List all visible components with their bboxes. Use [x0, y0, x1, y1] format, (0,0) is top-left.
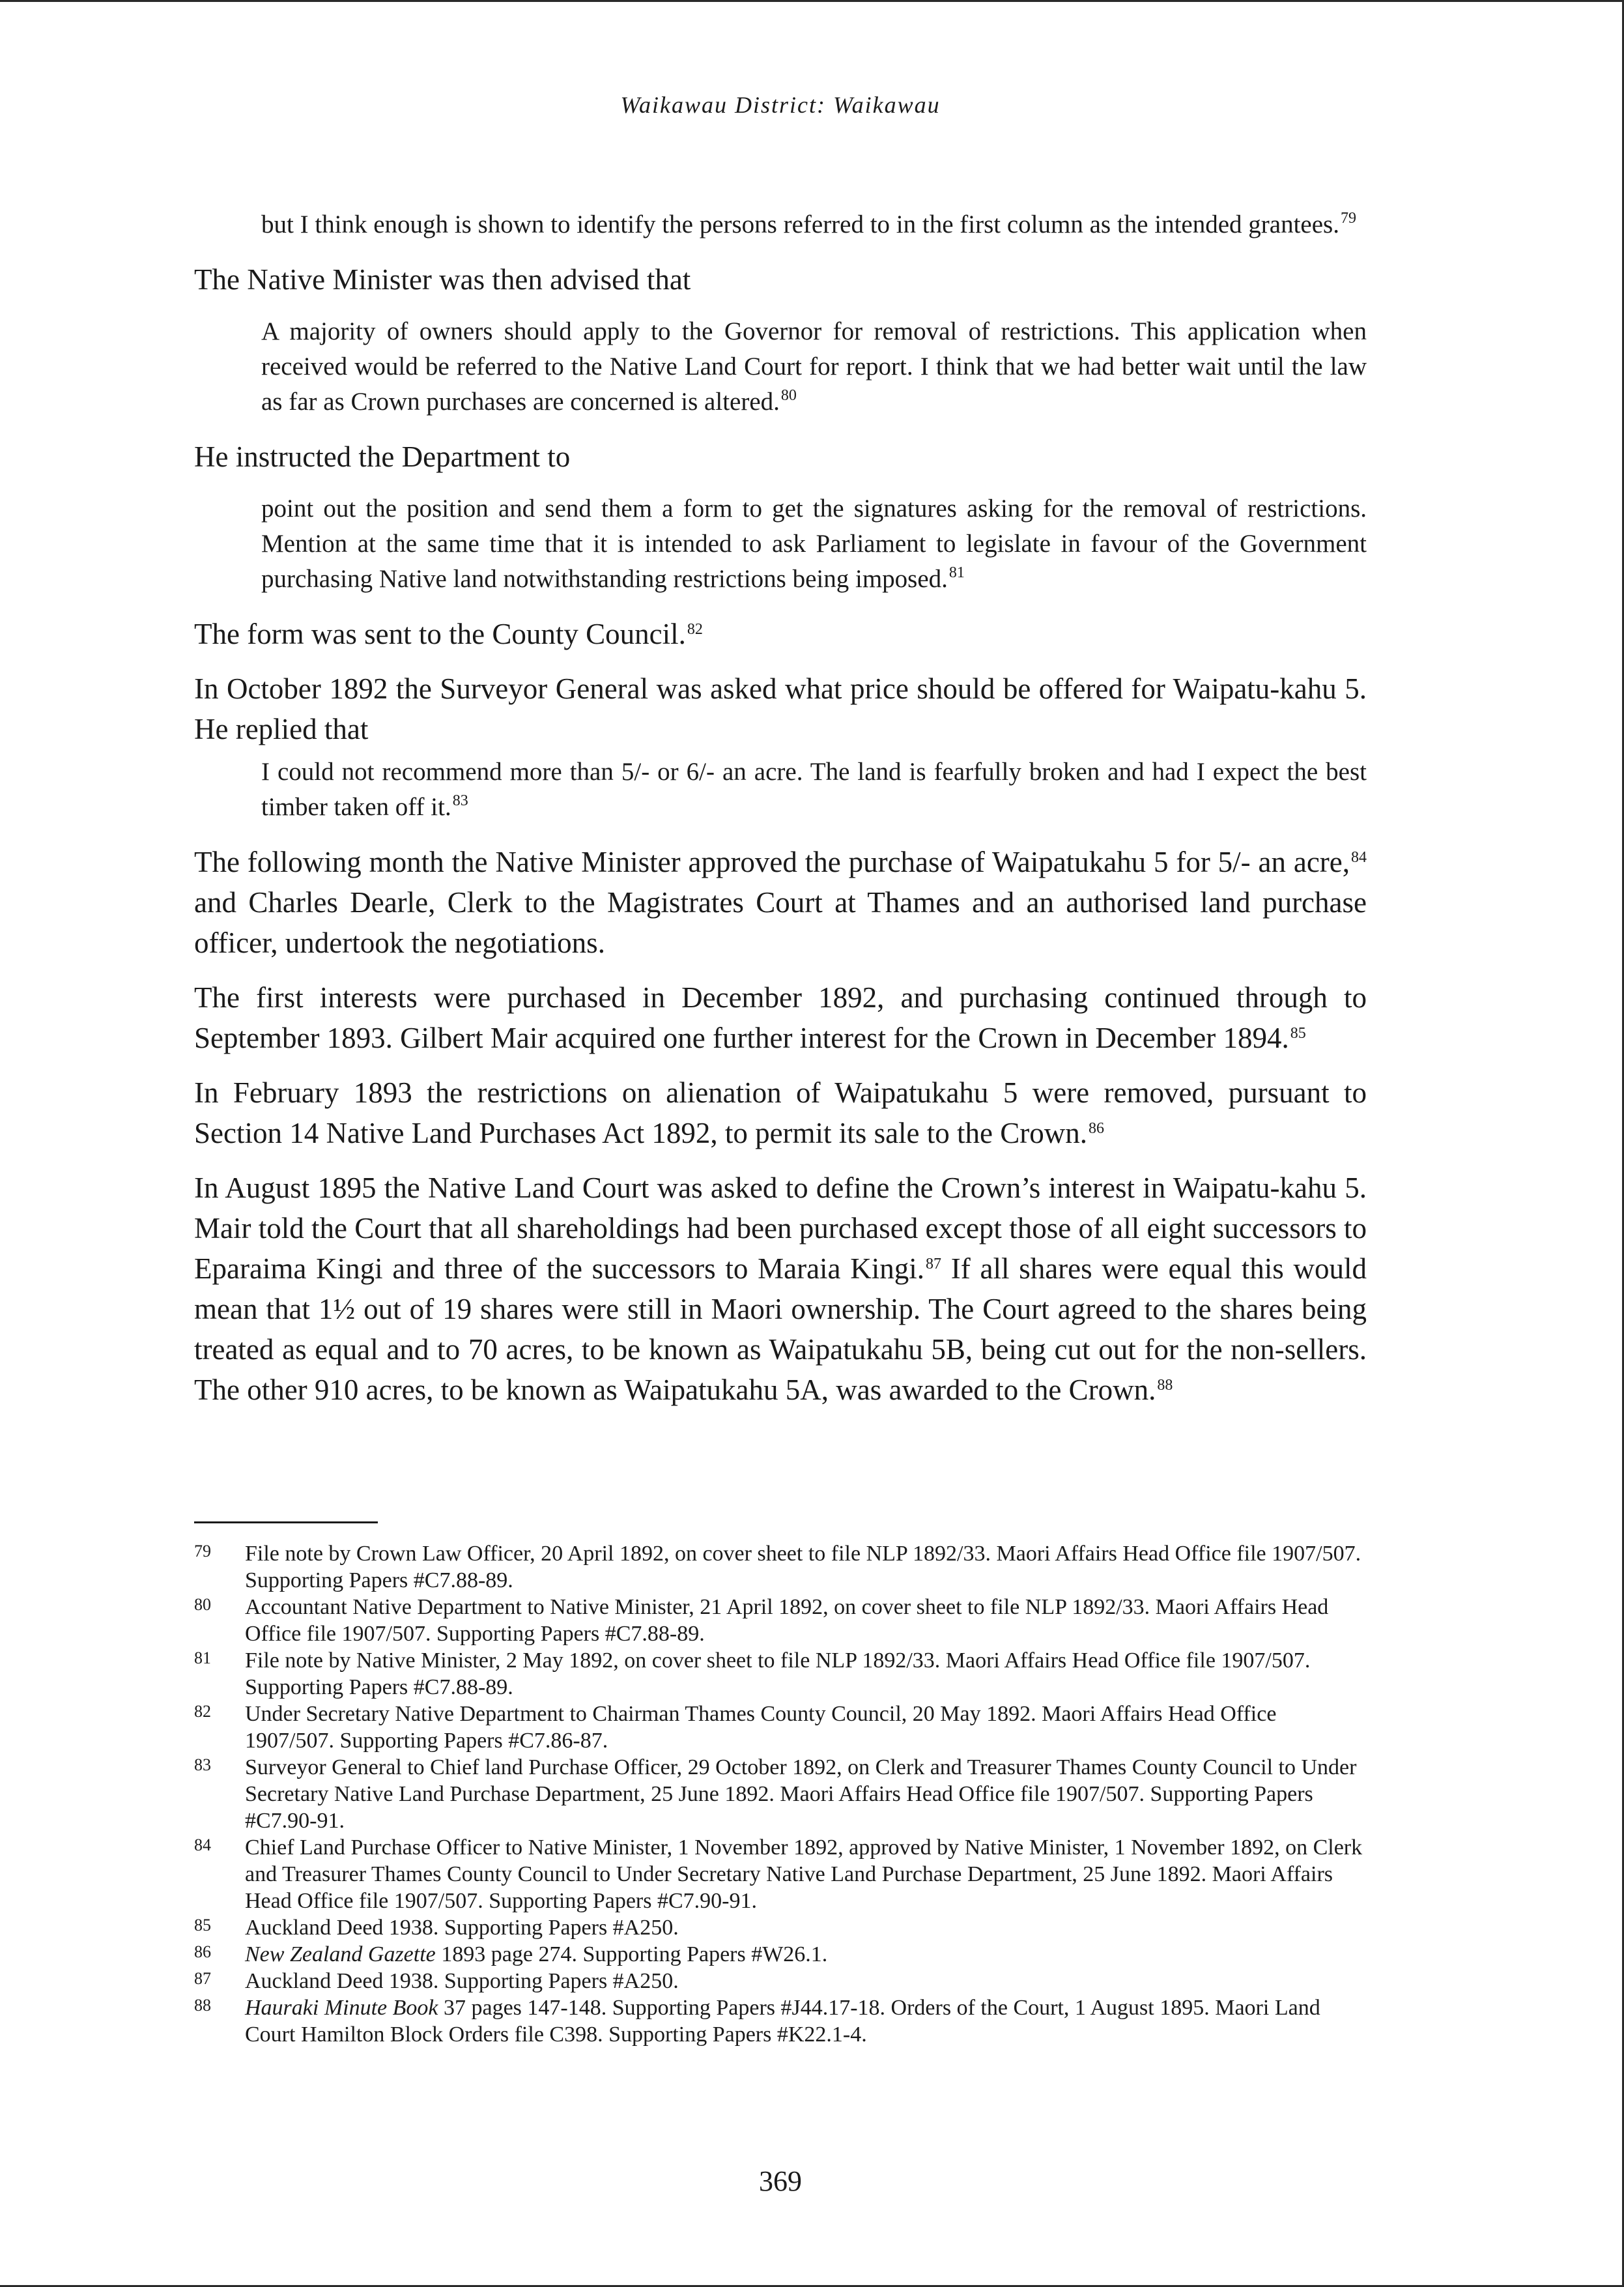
- footnote-text: [245, 1701, 1367, 1754]
- footnote-text: [245, 1968, 1367, 1994]
- footnote-body: Chief Land Purchase Officer to Native Minister, 1 November 1892, approved by Native Minister, 1 November 1892, on Clerk and Treasurer Thames County Council to Under Secretary Native Land Purchase Department, 25 June 1892. Maori Affairs Head Office file 1907/507. Supporting Papers #C7.90-91.: [245, 1835, 1363, 1913]
- footnote-italic-title: New Zealand Gazette: [245, 1942, 436, 1966]
- paragraph-text: The form was sent to the County Council.: [194, 618, 686, 650]
- block-quote: [261, 314, 1367, 420]
- footnote-number: 84: [194, 1835, 211, 1854]
- footnote-item: [194, 1540, 1367, 1594]
- footnote-ref: 84: [1351, 849, 1367, 866]
- footnote-body: Accountant Native Department to Native Minister, 21 April 1892, on cover sheet to file NLP 1892/33. Maori Affairs Head Office file 1907/507. Supporting Papers #C7.88-89.: [245, 1595, 1329, 1646]
- footnote-text: [245, 1941, 1367, 1968]
- paragraph-text: The following month the Native Minister approved the purchase of Waipatukahu 5 for 5/- an acre,: [194, 846, 1350, 878]
- paragraph: [194, 977, 1367, 1058]
- footnote-ref: 87: [926, 1256, 942, 1273]
- footnote-ref: 80: [780, 387, 797, 404]
- footnote-text: [245, 1754, 1367, 1834]
- paragraph: [194, 1168, 1367, 1410]
- footnote-number: 86: [194, 1942, 211, 1961]
- block-quote: [261, 755, 1367, 825]
- footnote-text: [245, 1994, 1367, 2048]
- paragraph-text: He instructed the Department to: [194, 440, 571, 473]
- footnote-text: [245, 1647, 1367, 1701]
- footnote-ref: 85: [1290, 1025, 1306, 1042]
- paragraph: [194, 259, 1367, 300]
- paragraph-text: The Native Minister was then advised that: [194, 263, 691, 296]
- block-quote: [261, 491, 1367, 597]
- footnote-rule: [194, 1521, 378, 1523]
- footnote-ref: 86: [1089, 1120, 1105, 1137]
- paragraph-text: point out the position and send them a form to get the signatures asking for the removal of restrictions. Mention at the same time that it is intended to ask Parliament to legislate in favour of the Government purchasing Native land notwithstanding restrictions being imposed.: [261, 495, 1367, 593]
- footnote-ref: 83: [452, 792, 468, 809]
- footnote-body: Auckland Deed 1938. Supporting Papers #A250.: [245, 1969, 679, 1993]
- footnote-body: 1893 page 274. Supporting Papers #W26.1.: [435, 1942, 828, 1966]
- footnote-item: [194, 1994, 1367, 2048]
- footnote-text: [245, 1914, 1367, 1941]
- footnote-item: [194, 1968, 1367, 1994]
- footnote-text: [245, 1540, 1367, 1594]
- footnote-item: [194, 1754, 1367, 1834]
- footnote-number: 85: [194, 1916, 211, 1935]
- paragraph: [194, 614, 1367, 654]
- footnote-italic-title: Hauraki Minute Book: [245, 1996, 438, 2020]
- footnote-text: [245, 1594, 1367, 1647]
- footnote-number: 82: [194, 1702, 211, 1721]
- footnote-ref: 88: [1157, 1377, 1173, 1394]
- footnote-item: [194, 1834, 1367, 1914]
- footnote-body: File note by Native Minister, 2 May 1892, on cover sheet to file NLP 1892/33. Maori Affairs Head Office file 1907/507. Supporting Papers #C7.88-89.: [245, 1648, 1311, 1699]
- footnote-body: Under Secretary Native Department to Chairman Thames County Council, 20 May 1892. Maori Affairs Head Office 1907/507. Supporting Papers #C7.86-87.: [245, 1702, 1277, 1753]
- paragraph-text: In August 1895 the Native Land Court was asked to define the Crown’s interest in Waipatu-kahu 5. Mair told the Court that all shareholdings had been purchased except those of all eight successors to Eparaima Kingi and three of the successors to Maraia Kingi.: [194, 1172, 1367, 1285]
- footnote-item: [194, 1914, 1367, 1941]
- scan-edge-top: [0, 0, 1624, 2]
- paragraph-text: The first interests were purchased in December 1892, and purchasing continued through to September 1893. Gilbert Mair acquired one further interest for the Crown in December 1894.: [194, 981, 1367, 1054]
- footnote-ref: 81: [948, 564, 965, 581]
- footnote-number: 83: [194, 1755, 211, 1774]
- footnote-number: 80: [194, 1595, 211, 1614]
- footnote-number: 87: [194, 1969, 211, 1988]
- paragraph: [194, 437, 1367, 477]
- footnote-ref: 82: [687, 621, 703, 638]
- running-head: Waikawau District: Waikawau: [620, 92, 941, 118]
- footnote-text: [245, 1834, 1367, 1914]
- paragraph-text: In February 1893 the restrictions on alienation of Waipatukahu 5 were removed, pursuant to Section 14 Native Land Purchases Act 1892, to permit its sale to the Crown.: [194, 1076, 1367, 1149]
- paragraph-text: A majority of owners should apply to the Governor for removal of restrictions. This application when received would be referred to the Native Land Court for report. I think that we had better wait until the law as far as Crown purchases are concerned is altered.: [261, 317, 1367, 416]
- footnote-number: 79: [194, 1542, 211, 1561]
- paragraph: [194, 669, 1367, 749]
- footnote-item: [194, 1647, 1367, 1701]
- paragraph: [194, 842, 1367, 963]
- page-number: 369: [759, 2165, 802, 2197]
- paragraph-text-continued: and Charles Dearle, Clerk to the Magistrates Court at Thames and an authorised land purchase officer, undertook the negotiations.: [194, 886, 1367, 959]
- footnote-body: Surveyor General to Chief land Purchase Officer, 29 October 1892, on Clerk and Treasurer Thames County Council to Under Secretary Native Land Purchase Department, 25 June 1892. Maori Affairs Head Office file 1907/507. Supporting Papers #C7.90-91.: [245, 1755, 1357, 1833]
- footnote-number: 88: [194, 1996, 211, 2015]
- footnote-item: [194, 1941, 1367, 1968]
- paragraph-text: In October 1892 the Surveyor General was asked what price should be offered for Waipatu-kahu 5. He replied that: [194, 672, 1367, 745]
- footnote-item: [194, 1701, 1367, 1754]
- paragraph-text: I could not recommend more than 5/- or 6/- an acre. The land is fearfully broken and had I expect the best timber taken off it.: [261, 758, 1367, 821]
- footnote-body: File note by Crown Law Officer, 20 April 1892, on cover sheet to file NLP 1892/33. Maori Affairs Head Office file 1907/507. Supporting Papers #C7.88-89.: [245, 1542, 1361, 1592]
- footnote-number: 81: [194, 1648, 211, 1667]
- footnote-body: 37 pages 147-148. Supporting Papers #J44.17-18. Orders of the Court, 1 August 1895. Maori Land Court Hamilton Block Orders file C398. Supporting Papers #K22.1-4.: [245, 1996, 1320, 2047]
- footnote-ref: 79: [1340, 210, 1356, 227]
- body-text: [194, 207, 1367, 1424]
- footnote-item: [194, 1594, 1367, 1647]
- footnotes: [194, 1540, 1367, 2048]
- footnote-body: Auckland Deed 1938. Supporting Papers #A250.: [245, 1916, 679, 1940]
- paragraph-text-continued: If all shares were equal this would mean that 1½ out of 19 shares were still in Maori ownership. The Court agreed to the shares being treated as equal and to 70 acres, to be known as Waipatukahu 5B, being cut out for the non-sellers. The other 910 acres, to be known as Waipatukahu 5A, was awarded to the Crown.: [194, 1252, 1367, 1406]
- block-quote: [261, 207, 1367, 242]
- paragraph: [194, 1072, 1367, 1153]
- paragraph-text: but I think enough is shown to identify the persons referred to in the first column as the intended grantees.: [261, 210, 1339, 238]
